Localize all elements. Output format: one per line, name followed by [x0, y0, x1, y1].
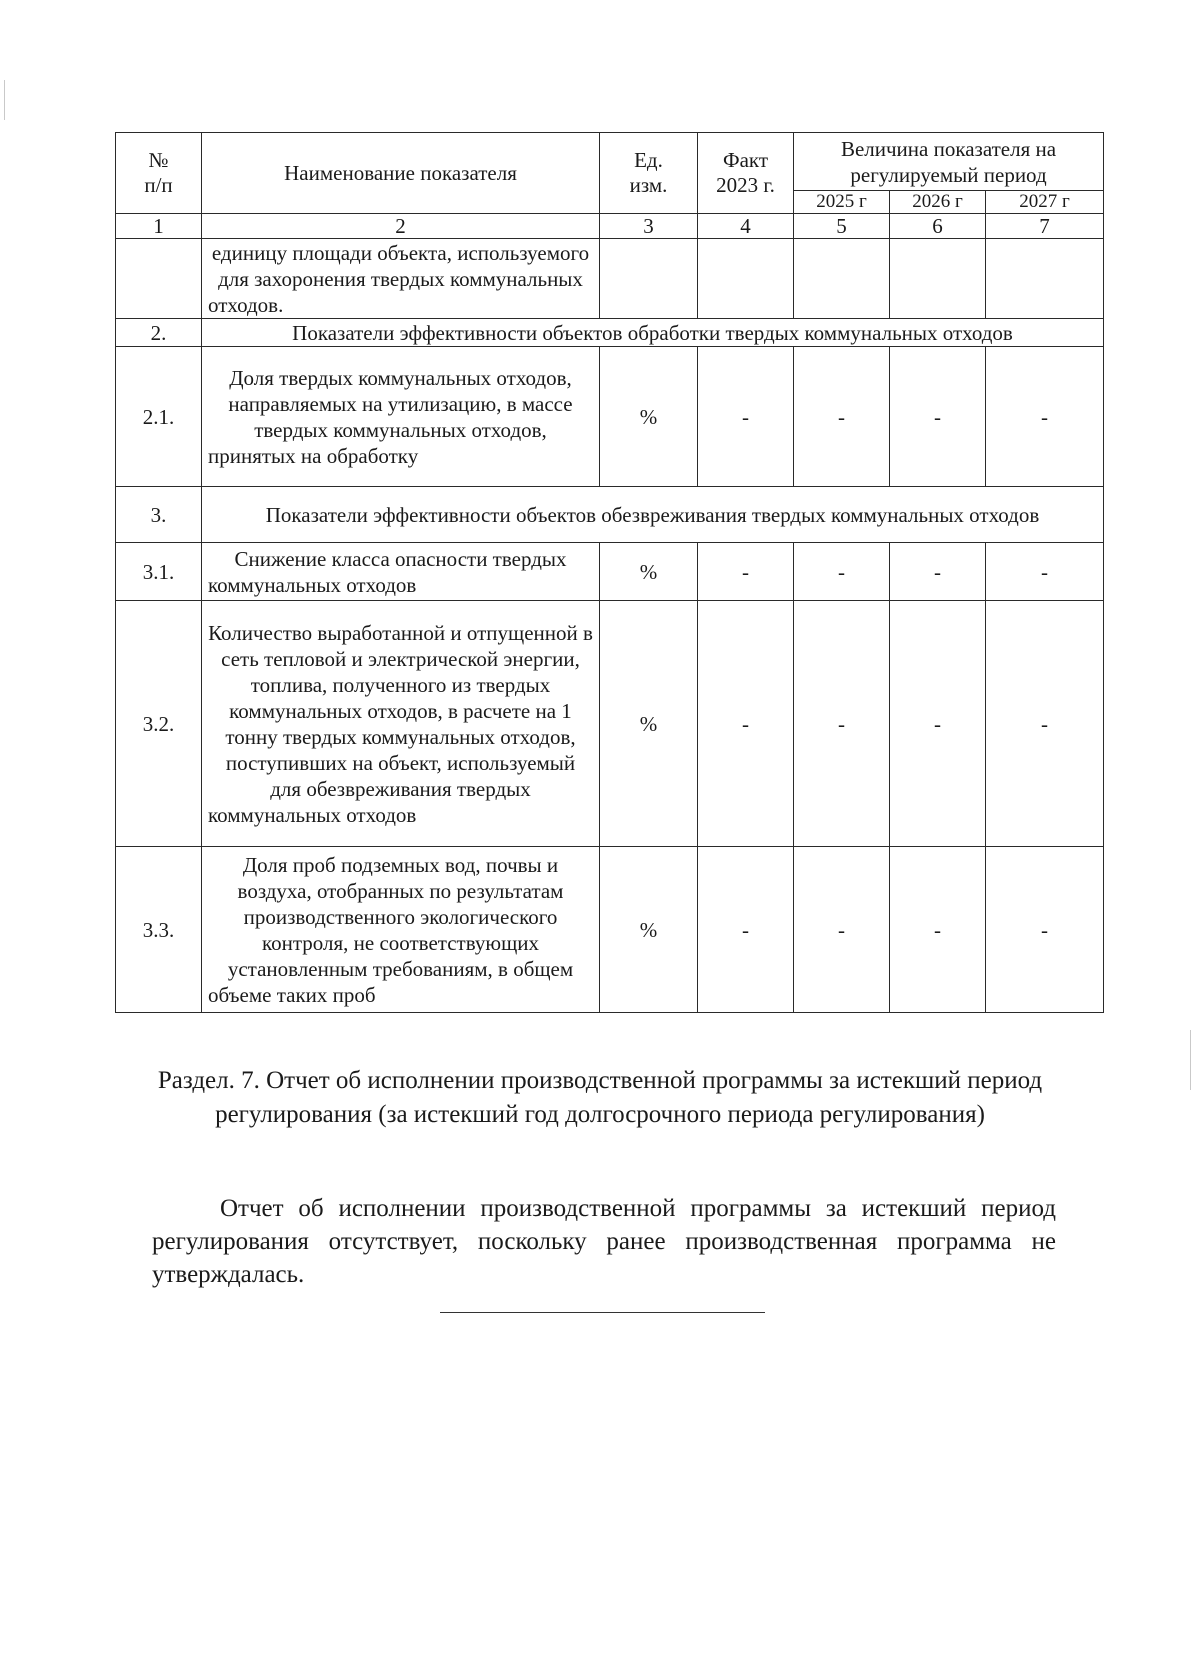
header-period: Величина показателя на регулируемый период	[794, 133, 1104, 191]
row-2026: -	[890, 347, 986, 487]
col-number-4: 4	[698, 214, 794, 239]
scan-margin-mark	[1190, 1030, 1191, 1090]
row-2025: -	[794, 847, 890, 1013]
row-fact: -	[698, 601, 794, 847]
row-name: Доля проб подземных вод, почвы и воздуха, отобранных по результатам производственного экологического контроля, не соответствующих установленным требованиям, в общем объеме таких проб	[202, 847, 600, 1013]
header-year-2026: 2026 г	[890, 191, 986, 214]
row-num: 3.1.	[116, 543, 202, 601]
row-2026	[890, 239, 986, 319]
col-number-2: 2	[202, 214, 600, 239]
row-2027: -	[986, 847, 1104, 1013]
section-num: 2.	[116, 319, 202, 347]
table-row	[116, 601, 1104, 847]
row-unit: %	[600, 543, 698, 601]
row-unit: %	[600, 347, 698, 487]
row-num: 3.2.	[116, 601, 202, 847]
row-num	[116, 239, 202, 319]
row-unit: %	[600, 601, 698, 847]
row-name: Количество выработанной и отпущенной в сеть тепловой и электрической энергии, топлива, полученного из твердых коммунальных отходов, в расчете на 1 тонну твердых коммунальных отходов, поступивших на объект, используемый для обезвреживания твердых коммунальных отходов	[202, 601, 600, 847]
row-fact	[698, 239, 794, 319]
row-fact: -	[698, 847, 794, 1013]
header-num: № п/п	[116, 133, 202, 214]
header-year-2027: 2027 г	[986, 191, 1104, 214]
header-fact: Факт 2023 г.	[698, 133, 794, 214]
row-2027: -	[986, 543, 1104, 601]
row-2025: -	[794, 347, 890, 487]
closing-rule	[440, 1312, 765, 1313]
row-2026: -	[890, 601, 986, 847]
header-year-2025: 2025 г	[794, 191, 890, 214]
section-row	[116, 319, 1104, 347]
section-title: Показатели эффективности объектов обезвреживания твердых коммунальных отходов	[202, 487, 1104, 543]
row-fact: -	[698, 347, 794, 487]
row-2027: -	[986, 347, 1104, 487]
row-2025	[794, 239, 890, 319]
row-fact: -	[698, 543, 794, 601]
row-num: 3.3.	[116, 847, 202, 1013]
section-7-text: Отчет об исполнении производственной программы за истекший период регулирования отсутствует, поскольку ранее производственная программа не утверждалась.	[152, 1195, 1056, 1288]
row-2027: -	[986, 601, 1104, 847]
section-row	[116, 487, 1104, 543]
col-number-6: 6	[890, 214, 986, 239]
col-number-3: 3	[600, 214, 698, 239]
table-row	[116, 239, 1104, 319]
row-unit	[600, 239, 698, 319]
row-name: единицу площади объекта, используемого для захоронения твердых коммунальных отходов.	[202, 239, 600, 319]
section-7-title: Раздел. 7. Отчет об исполнении производственной программы за истекший период регулирования (за истекший год долгосрочного периода регулирования)	[157, 1067, 1043, 1128]
row-name: Снижение класса опасности твердых коммунальных отходов	[202, 543, 600, 601]
row-num: 2.1.	[116, 347, 202, 487]
row-2025: -	[794, 601, 890, 847]
table-row	[116, 347, 1104, 487]
col-number-7: 7	[986, 214, 1104, 239]
header-unit: Ед. изм.	[600, 133, 698, 214]
table-row	[116, 847, 1104, 1013]
col-number-1: 1	[116, 214, 202, 239]
section-title: Показатели эффективности объектов обработки твердых коммунальных отходов	[202, 319, 1104, 347]
row-name: Доля твердых коммунальных отходов, направляемых на утилизацию, в массе твердых коммунальных отходов, принятых на обработку	[202, 347, 600, 487]
row-2026: -	[890, 543, 986, 601]
scan-margin-mark	[4, 80, 5, 120]
col-number-5: 5	[794, 214, 890, 239]
section-num: 3.	[116, 487, 202, 543]
row-unit: %	[600, 847, 698, 1013]
header-name: Наименование показателя	[202, 133, 600, 214]
row-2026: -	[890, 847, 986, 1013]
row-2027	[986, 239, 1104, 319]
row-2025: -	[794, 543, 890, 601]
table-row	[116, 543, 1104, 601]
indicators-table	[115, 132, 1104, 1013]
